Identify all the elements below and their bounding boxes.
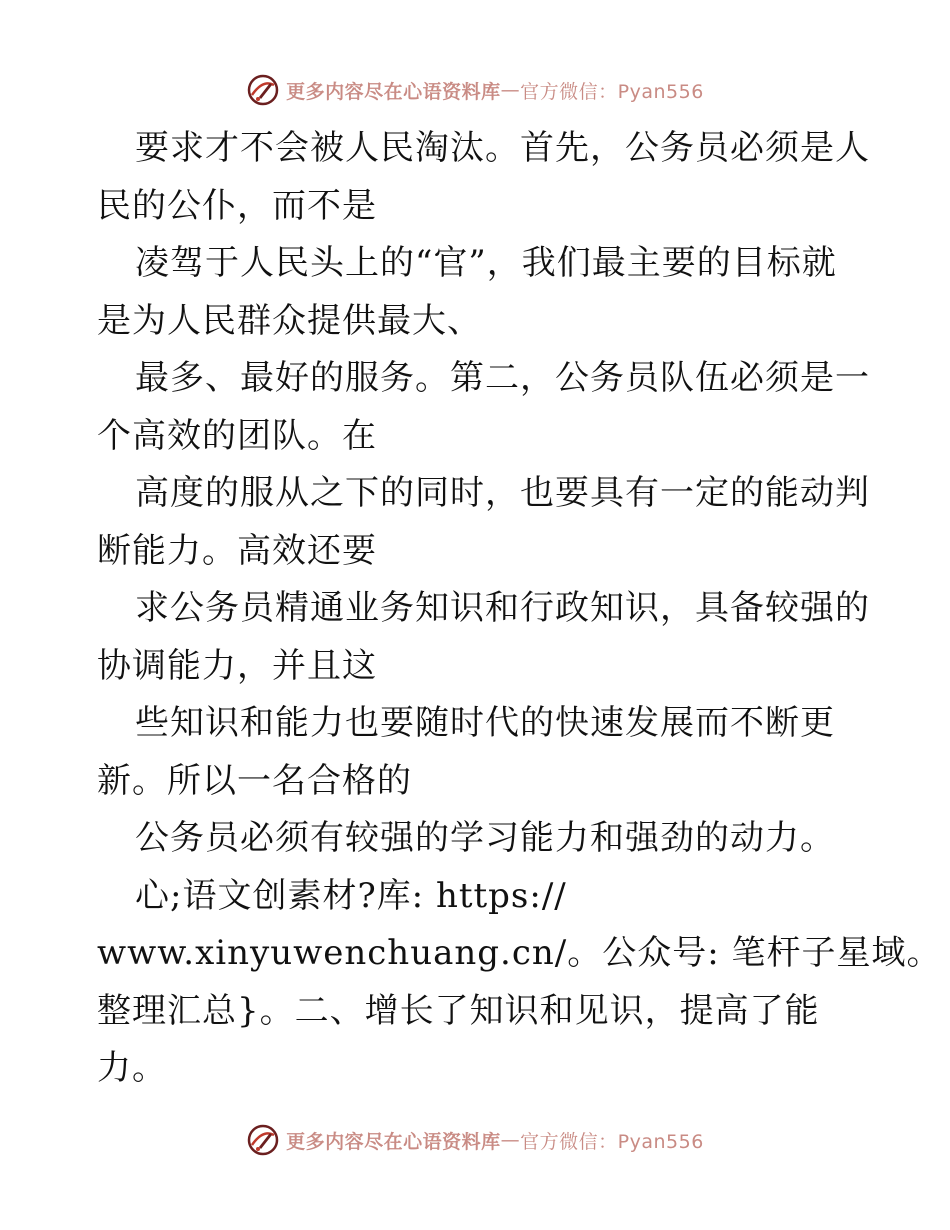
header-banner [0, 70, 950, 110]
header-brand-text: 更多内容尽在心语资料库 [286, 80, 501, 103]
footer-wechat-text: 官方微信：Pyan556 [520, 1130, 704, 1153]
body-line: www.xinyuwenchuang.cn/。公众号: 笔杆子星域。 [97, 933, 942, 973]
body-line: 要求才不会被人民淘汰。首先，公务员必须是人 [135, 128, 870, 168]
body-line: 断能力。高效还要 [97, 530, 377, 571]
body-line: 新。所以一名合格的 [97, 760, 412, 801]
body-line: 力。 [97, 1048, 167, 1088]
body-line: 心;语文创素材?库: https:// [135, 875, 567, 916]
body-line: 公务员必须有较强的学习能力和强劲的动力。 [135, 818, 835, 858]
document-body [97, 120, 942, 1098]
footer-brand-text: 更多内容尽在心语资料库 [286, 1130, 501, 1153]
body-line: 些知识和能力也要随时代的快速发展而不断更 [135, 703, 835, 743]
brand-logo-icon [246, 73, 280, 107]
body-line: 凌驾于人民头上的“官”，我们最主要的目标就 [135, 243, 837, 283]
body-line: 整理汇总}。二、增长了知识和见识，提高了能 [97, 990, 820, 1031]
body-line: 民的公仆，而不是 [97, 185, 377, 226]
body-line: 求公务员精通业务知识和行政知识，具备较强的 [135, 588, 870, 628]
body-line: 是为人民群众提供最大、 [97, 300, 482, 341]
footer-banner [0, 1120, 950, 1160]
footer-separator: — [500, 1129, 521, 1151]
body-line: 最多、最好的服务。第二，公务员队伍必须是一 [135, 358, 870, 398]
body-line: 高度的服从之下的同时，也要具有一定的能动判 [135, 473, 870, 513]
body-line: 个高效的团队。在 [97, 415, 377, 456]
brand-logo-icon [246, 1123, 280, 1157]
header-separator: — [500, 79, 521, 101]
body-line: 协调能力，并且这 [97, 645, 377, 686]
header-wechat-text: 官方微信：Pyan556 [520, 80, 704, 103]
